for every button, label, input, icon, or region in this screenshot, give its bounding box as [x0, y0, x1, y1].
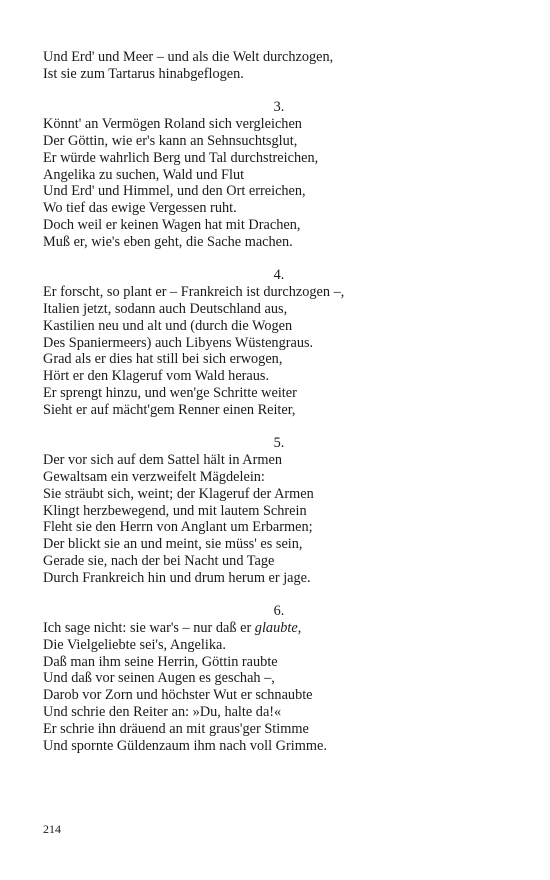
verse-line: Der blickt sie an und meint, sie müss' es sein, [43, 536, 303, 553]
verse-line: Gewaltsam ein verzweifelt Mägdelein: [43, 468, 265, 485]
stanza-3 [43, 99, 513, 250]
verse-line: Er schrie ihn dräuend an mit graus'ger Stimme [43, 720, 309, 737]
verse-line: Doch weil er keinen Wagen hat mit Drachen, [43, 216, 301, 233]
stanza-fragment [43, 49, 513, 83]
verse-line: Sie sträubt sich, weint; der Klageruf der Armen [43, 485, 314, 502]
stanza-6 [43, 603, 513, 754]
verse-line: Fleht sie den Herrn von Anglant um Erbarmen; [43, 519, 313, 536]
poem-text [43, 49, 513, 754]
verse-line: Und spornte Güldenzaum ihm nach voll Grimme. [43, 737, 327, 754]
verse-line: Durch Frankreich hin und drum herum er jage. [43, 569, 311, 586]
stanza-number: 3. [273, 99, 285, 116]
verse-line: Und Erd' und Himmel, und den Ort erreichen, [43, 183, 306, 200]
verse-line: Muß er, wie's eben geht, die Sache machen. [43, 233, 293, 250]
verse-line: Könnt' an Vermögen Roland sich vergleichen [43, 116, 302, 133]
verse-line: Er sprengt hinzu, und wen'ge Schritte weiter [43, 384, 297, 401]
verse-line: Er forscht, so plant er – Frankreich ist durchzogen –, [43, 284, 345, 301]
emphasis: glaubte [254, 620, 298, 637]
verse-line: Ist sie zum Tartarus hinabgeflogen. [43, 65, 244, 82]
stanza-4 [43, 267, 513, 418]
verse-line: Und Erd' und Meer – und als die Welt durchzogen, [43, 49, 334, 65]
verse-line: Die Vielgeliebte sei's, Angelika. [43, 636, 226, 653]
verse-line: Er würde wahrlich Berg und Tal durchstreichen, [43, 149, 319, 166]
verse-line: Ich sage nicht: sie war's – nur daß er glaubte, [43, 620, 302, 637]
verse-line: Der Göttin, wie er's kann an Sehnsuchtsglut, [43, 132, 298, 149]
verse-line: Und schrie den Reiter an: »Du, halte da!« [43, 704, 282, 721]
verse-line: Klingt herzbewegend, und mit lautem Schrein [43, 502, 307, 519]
verse-line: Der vor sich auf dem Sattel hält in Armen [43, 452, 283, 469]
verse-line: Daß man ihm seine Herrin, Göttin raubte [43, 653, 278, 670]
verse-line: Darob vor Zorn und höchster Wut er schnaubte [43, 687, 313, 704]
stanza-number: 4. [273, 267, 285, 284]
verse-line: Gerade sie, nach der bei Nacht und Tage [43, 552, 275, 569]
verse-line: Grad als er dies hat still bei sich erwogen, [43, 351, 283, 368]
verse-line: Kastilien neu und alt und (durch die Wogen [43, 317, 293, 334]
page-number: 214 [43, 822, 61, 836]
verse-line: Angelika zu suchen, Wald und Flut [43, 166, 245, 183]
verse-line: Sieht er auf mächt'gem Renner einen Reiter, [43, 401, 296, 418]
stanza-number: 6. [273, 603, 285, 620]
verse-line: Italien jetzt, sodann auch Deutschland aus, [43, 300, 288, 317]
stanza-5 [43, 435, 513, 586]
verse-line: Hört er den Klageruf vom Wald heraus. [43, 368, 270, 385]
verse-line: Des Spaniermeers) auch Libyens Wüstengraus. [43, 334, 314, 351]
verse-line: Wo tief das ewige Vergessen ruht. [43, 200, 237, 217]
stanza-number: 5. [273, 435, 285, 452]
verse-line: Und daß vor seinen Augen es geschah –, [43, 670, 275, 687]
